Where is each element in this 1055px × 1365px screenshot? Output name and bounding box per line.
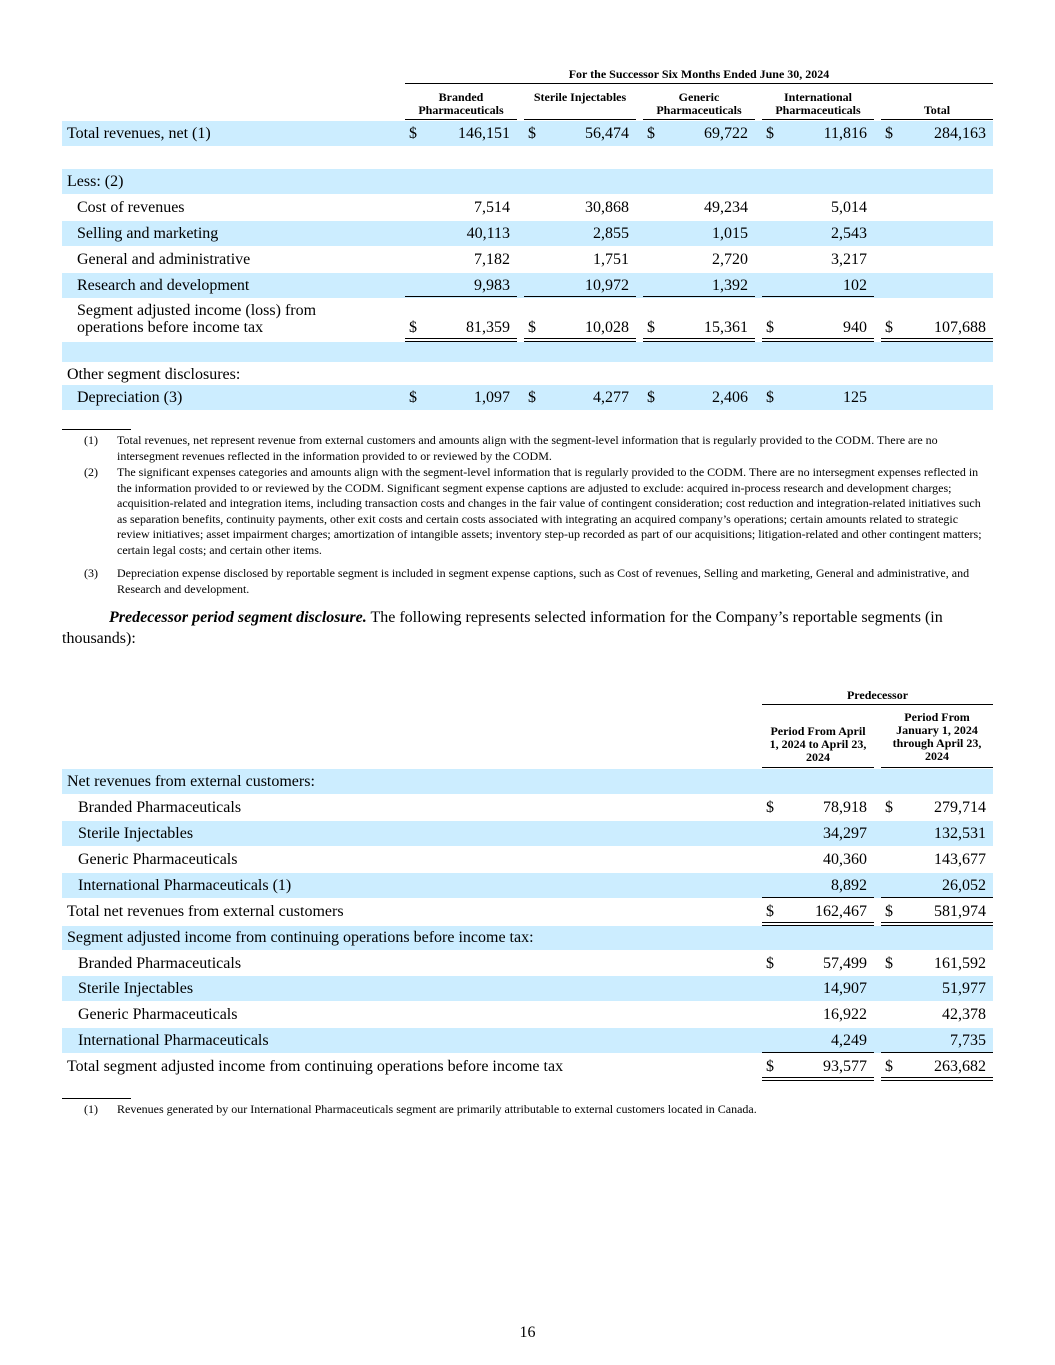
footnote-text: Revenues generated by our International Pharmaceuticals segment are primarily attributable to external customers located in Canada.: [117, 1102, 757, 1116]
page-number: 16: [519, 1324, 536, 1341]
col-header-generic: Generic Pharmaceuticals: [656, 90, 742, 117]
table1-title: For the Successor Six Months Ended June 30, 2024: [568, 67, 830, 81]
footnote-text: Depreciation expense disclosed by reportable segment is included in segment expense captions, such as Cost of revenues, Selling and marketing, General and administrative, and Research and development.: [117, 566, 970, 596]
less-label: Less: (2): [67, 173, 124, 190]
footnote-text: The significant expenses categories and amounts align with the segment-level information that is regularly provided to the CODM. There are no intersegment expenses reflected in the information provided to or reviewed by the CODM. Significant segment expense captions are adjusted to exclude: acquired in-process research and development charges; acquisition-related and integration items, including transaction costs and changes in the fair value of contingent consideration; cost reduction and integration-related initiatives such as separation benefits, continuity payments, other exit costs and certain costs associated with integrating an acquired company’s operations; certain amounts related to strategic review initiatives; asset impairment charges; amortization of intangible assets; inventory step-up recorded as part of our acquisitions; litigation-related and other contingent matters; certain legal costs; and certain other items.: [117, 465, 982, 557]
segment-income-section-label: Segment adjusted income from continuing operations before income tax:: [67, 929, 534, 946]
net-revenues-section-label: Net revenues from external customers:: [67, 773, 315, 790]
col-header-period2: Period From January 1, 2024 through April 23, 2024: [892, 710, 982, 763]
col-header-international: International Pharmaceuticals: [775, 90, 861, 117]
row-label: Total revenues, net (1): [67, 125, 211, 142]
col-header-sterile: Sterile Injectables: [533, 90, 627, 104]
col-header-period1: Period From April 1, 2024 to April 23, 2024: [769, 724, 867, 764]
col-header-branded: Branded Pharmaceuticals: [418, 90, 504, 117]
predecessor-intro-paragraph: Predecessor period segment disclosure. The following represents selected information for the Company’s reportable segments (in thousands):: [62, 609, 943, 647]
predecessor-group-header: Predecessor: [846, 688, 909, 702]
col-header-total: Total: [923, 103, 951, 117]
footnote-text: Total revenues, net represent revenue from external customers and amounts align with the segment-level information that is regularly provided to the CODM. There are no intersegment revenues reflected in the information provided to or reviewed by the CODM.: [117, 433, 938, 463]
other-disclosures-label: Other segment disclosures:: [67, 366, 241, 383]
